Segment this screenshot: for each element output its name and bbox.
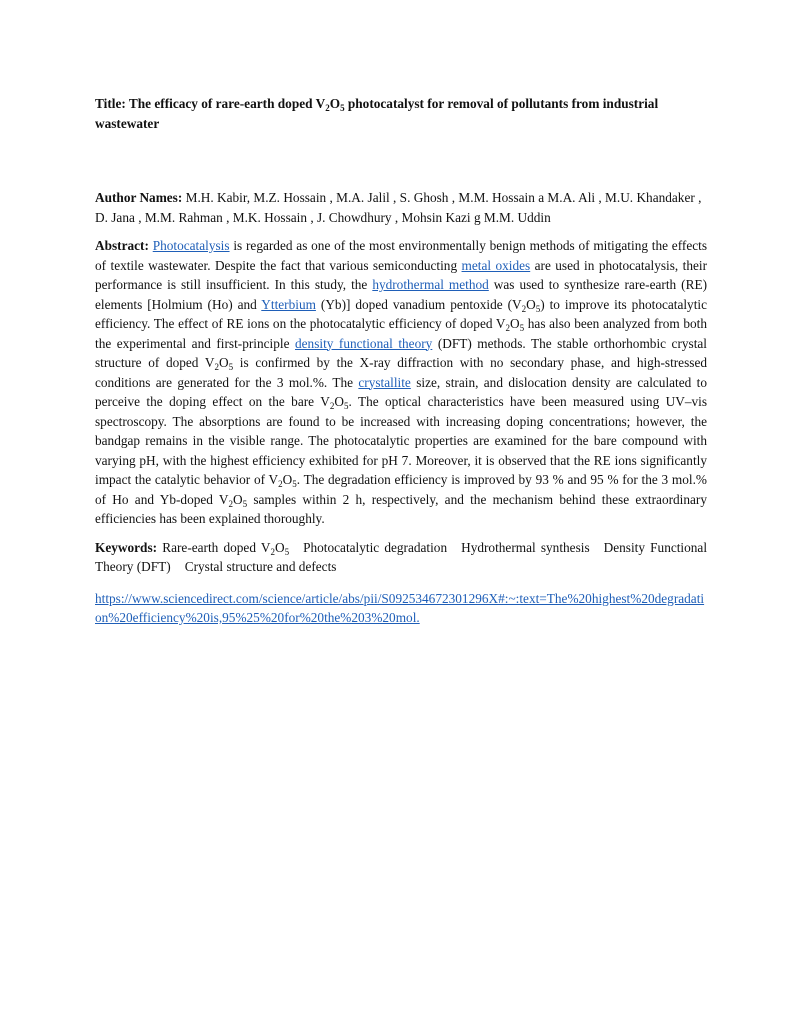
link-ytterbium[interactable]: Ytterbium [261,296,316,312]
abstract: Abstract: Photocatalysis is regarded as one of the most environmentally benign methods of mitigating the effects of textile wastewater. Despite the fact that various semiconducting metal oxides are used in photocatalysis, their performance is still insufficient. In this study, the hydrothermal method was used to synthesize rare-earth (RE) elements [Holmium (Ho) and Ytterbium (Yb)] doped vanadium pentoxide $(V_2O_5)$ to improve its photocatalytic efficiency. The effect of RE ions on the photocatalytic efficiency of doped $V_2O_5$ has also been analyzed from both the experimental and first-principle density functional theory (DFT) methods. The stable orthorhombic crystal structure of doped $V_2O_5$ is confirmed by the X-ray diffraction with no secondary phase, and high-stressed conditions are generated for the 3 mol.%. The crystallite size, strain, and dislocation density are calculated to perceive the doping effect on the bare $V_2O_5$. The optical characteristics have been measured using UV–vis spectroscopy. The absorptions are found to be increased with increasing doping concentrations; however, the bandgap remains in the visible range. The photocatalytic properties are examined for the bare compound with varying pH, with the highest efficiency exhibited for pH 7. Moreover, it is observed that the RE ions significantly impact the catalytic behavior of $V_2O_5$. The degradation efficiency is improved by 93 % and 95 % for the 3 mol.% of Ho and Yb-doped $V_2O_5$ samples within 2 h, respectively, and the mechanism behind these extraordinary efficiencies has been explained thoroughly. [95,238,708,526]
abstract-label: Abstract: [95,238,149,253]
keyword-item: Rare-earth doped $V_2O_5$ [162,539,290,557]
authors-label: Author Names: [95,190,183,205]
author-names [95,188,707,227]
authors-list: M.H. Kabir, M.Z. Hossain , M.A. Jalil , S. Ghosh , M.M. Hossain a M.A. Ali , M.U. Khandaker , D. Jana , M.M. Rahman , M.K. Hossain , J. Chowdhury , Mohsin Kazi g M.M. Uddin [95,190,702,225]
link-crystallite[interactable]: crystallite [358,374,411,390]
keywords [95,538,707,577]
keywords-label: Keywords: [95,539,158,555]
keyword-item: Photocatalytic degradation [303,539,448,555]
keyword-item: Hydrothermal synthesis [461,539,590,555]
keyword-item: Density Functional Theory (DFT) [95,539,708,574]
document-content [95,94,707,628]
paper-title: Title: The efficacy of rare-earth doped $V_2O_5$ photocatalyst for removal of pollutants from industrial wastewater [95,96,659,131]
link-photocatalysis[interactable]: Photocatalysis [152,238,230,253]
keyword-item: Crystal structure and defects [184,559,337,574]
source-url-link[interactable]: https://www.sciencedirect.com/science/article/abs/pii/S092534672301296X#:~:text=The%20highest%20degradation%20efficiency%20is,95%25%20for%20the%203%20mol. [95,590,705,625]
link-metal-oxides[interactable]: metal oxides [461,257,531,273]
link-hydrothermal-method[interactable]: hydrothermal method [372,277,489,292]
title-label: Title: [95,96,126,111]
link-density-functional-theory[interactable]: density functional theory [295,335,433,351]
